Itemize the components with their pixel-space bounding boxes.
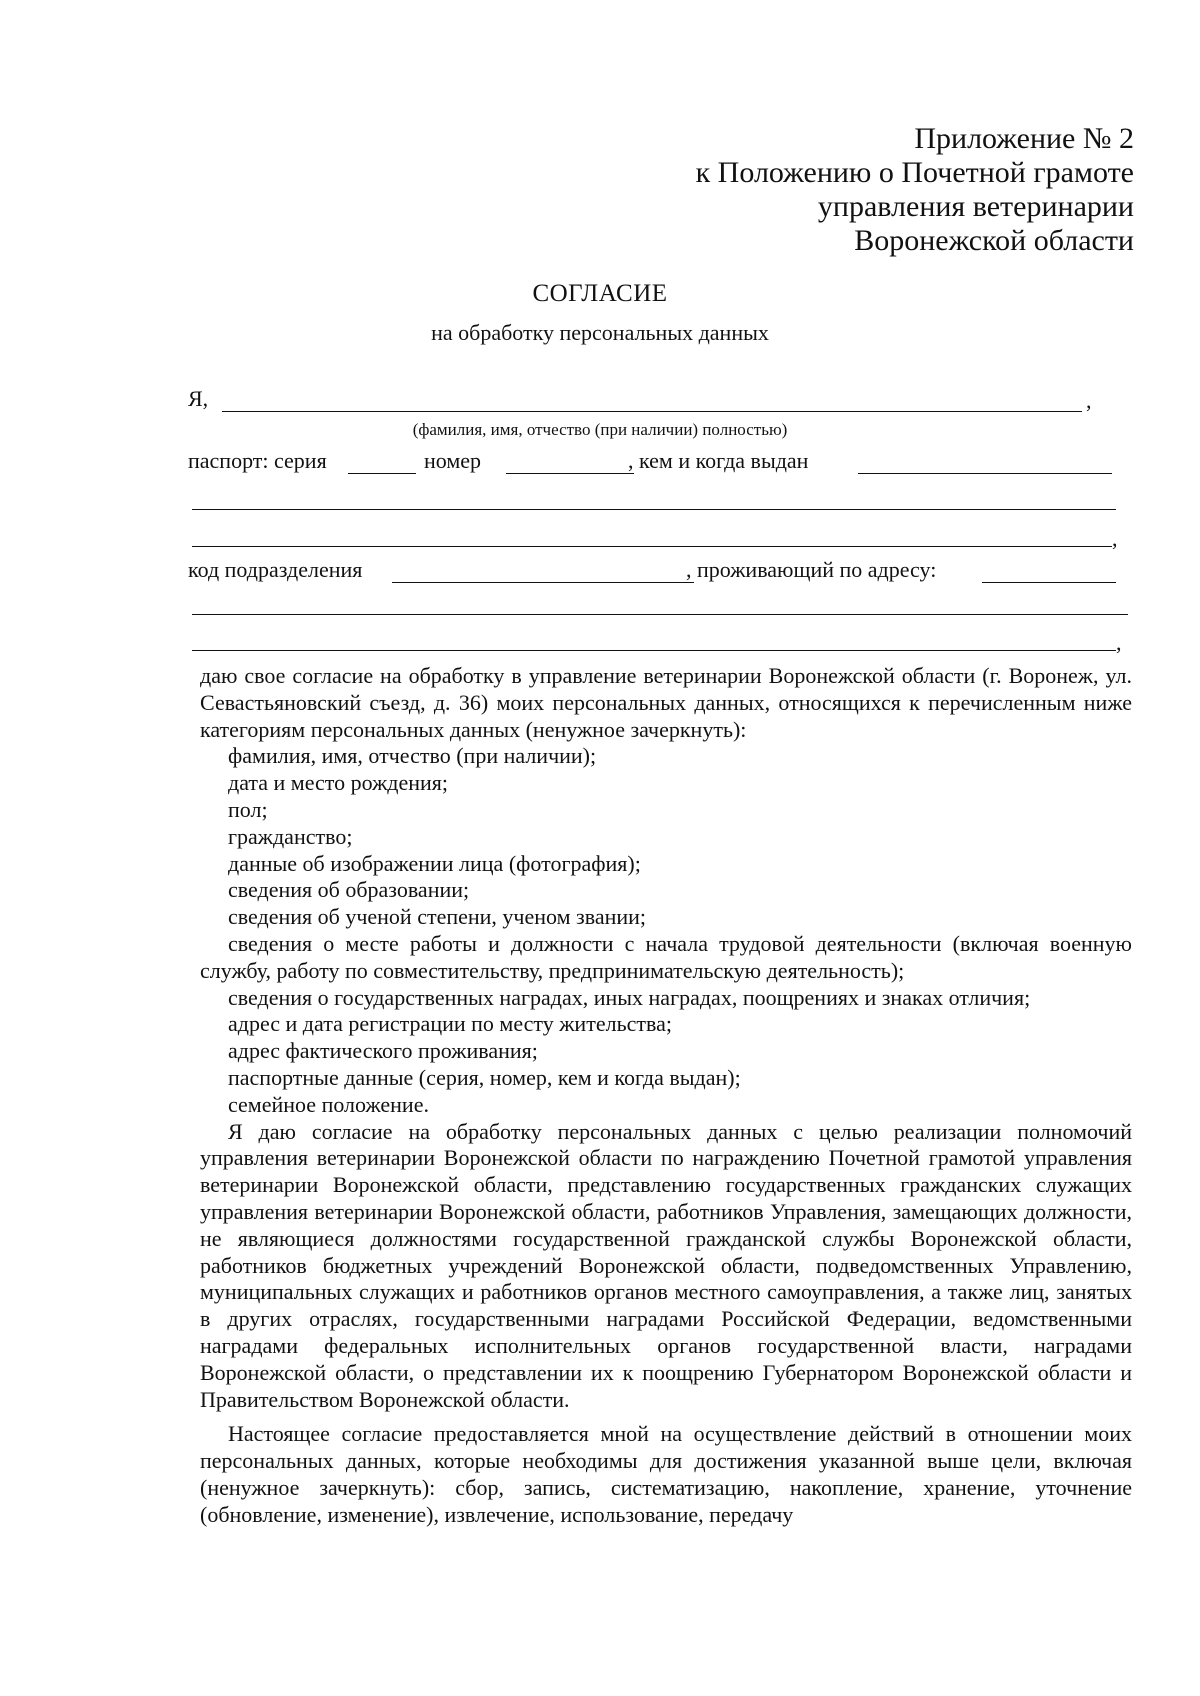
appendix-line-3: управления ветеринарии (817, 190, 1134, 223)
category-item: адрес и дата регистрации по месту жительства; (228, 1011, 672, 1037)
address-field-line-2[interactable] (192, 614, 1128, 615)
category-item: пол; (228, 796, 268, 822)
address-field-line-3[interactable] (192, 650, 1116, 651)
comma-1: , (1086, 388, 1092, 413)
appendix-header (696, 122, 1134, 258)
comma-2: , (1112, 526, 1118, 551)
category-item: гражданство; (228, 823, 353, 849)
category-item-work: сведения о месте работы и должности с начала трудовой деятельности (включая военную службу, работу по совместительству, предпринимательскую деятельность); (200, 930, 1132, 983)
category-item: сведения об образовании; (228, 877, 470, 903)
issued-by-field-line-2[interactable] (192, 509, 1116, 510)
issued-by-field[interactable] (858, 473, 1112, 474)
issued-row-3 (188, 524, 1118, 552)
purpose-paragraph: Я даю согласие на обработку персональных данных с целью реализации полномочий управления ветеринарии Воронежской области по награждению Почетной грамотой управления ветеринарии Воронежской области, представлению государственных гражданских служащих управления ветеринарии Воронежской области, работников Управления, замещающих должности, не являющиеся должностями государственной гражданской службы Воронежской области, работников бюджетных учреждений Воронежской области, подведомственных Управлению, муниципальных служащих и работников органов местного самоуправления, а также лиц, занятых в других отраслях, государственными наградами Российской Федерации, ведомственными наградами федеральных исполнительных органов государственной власти, наградами Воронежской области, о представлении их к поощрению Губернатором Воронежской области и Правительством Воронежской области. (200, 1118, 1132, 1412)
category-item: фамилия, имя, отчество (при наличии); (228, 743, 597, 769)
category-item: сведения о государственных наградах, иных наградах, поощрениях и знаках отличия; (228, 984, 1031, 1010)
passport-row (188, 448, 1118, 476)
address-row-3 (188, 628, 1122, 656)
comma-3: , (1116, 630, 1122, 655)
document-title: СОГЛАСИЕ (532, 280, 668, 307)
category-item: дата и место рождения; (228, 770, 449, 796)
category-item: сведения об ученой степени, ученом звании; (228, 904, 647, 930)
consent-body (200, 663, 1132, 1529)
division-code-field[interactable] (392, 582, 694, 583)
address-field[interactable] (982, 582, 1116, 583)
actions-paragraph: Настоящее согласие предоставляется мной на осуществление действий в отношении моих персональных данных, которые необходимы для достижения указанной выше цели, включая (ненужное зачеркнуть): сбор, запись, систематизацию, накопление, хранение, уточнение (обновление, изменение), извлечение, использование, передачу (200, 1421, 1132, 1527)
full-name-field[interactable] (222, 411, 1082, 412)
passport-series-field[interactable] (348, 473, 416, 474)
document-subtitle: на обработку персональных данных (431, 320, 769, 345)
appendix-line-2: к Положению о Почетной грамоте (695, 156, 1134, 189)
full-name-hint: (фамилия, имя, отчество (при наличии) полностью) (412, 420, 788, 439)
issued-by-field-line-3[interactable] (192, 546, 1112, 547)
category-item: паспортные данные (серия, номер, кем и когда выдан); (228, 1064, 741, 1090)
passport-number-label: номер (424, 448, 482, 473)
issued-label: , кем и когда выдан (628, 448, 809, 473)
i-label: Я, (188, 386, 209, 411)
appendix-line-4: Воронежской области (854, 224, 1134, 257)
division-code-label: код подразделения (188, 557, 363, 582)
category-item: семейное положение. (228, 1091, 429, 1117)
appendix-line-1: Приложение № 2 (914, 122, 1134, 155)
category-item: адрес фактического проживания; (228, 1038, 538, 1064)
passport-series-label: паспорт: серия (188, 448, 327, 473)
passport-number-field[interactable] (506, 473, 634, 474)
name-row (188, 386, 1118, 414)
division-row (188, 557, 1118, 585)
category-item: данные об изображении лица (фотография); (228, 850, 641, 876)
address-label: , проживающий по адресу: (686, 557, 937, 582)
intro-paragraph: даю свое согласие на обработку в управление ветеринарии Воронежской области (г. Воронеж, ул. Севастьяновский съезд, д. 36) моих персональных данных, относящихся к перечисленным ниже категориям персональных данных (ненужное зачеркнуть): (200, 663, 1132, 742)
